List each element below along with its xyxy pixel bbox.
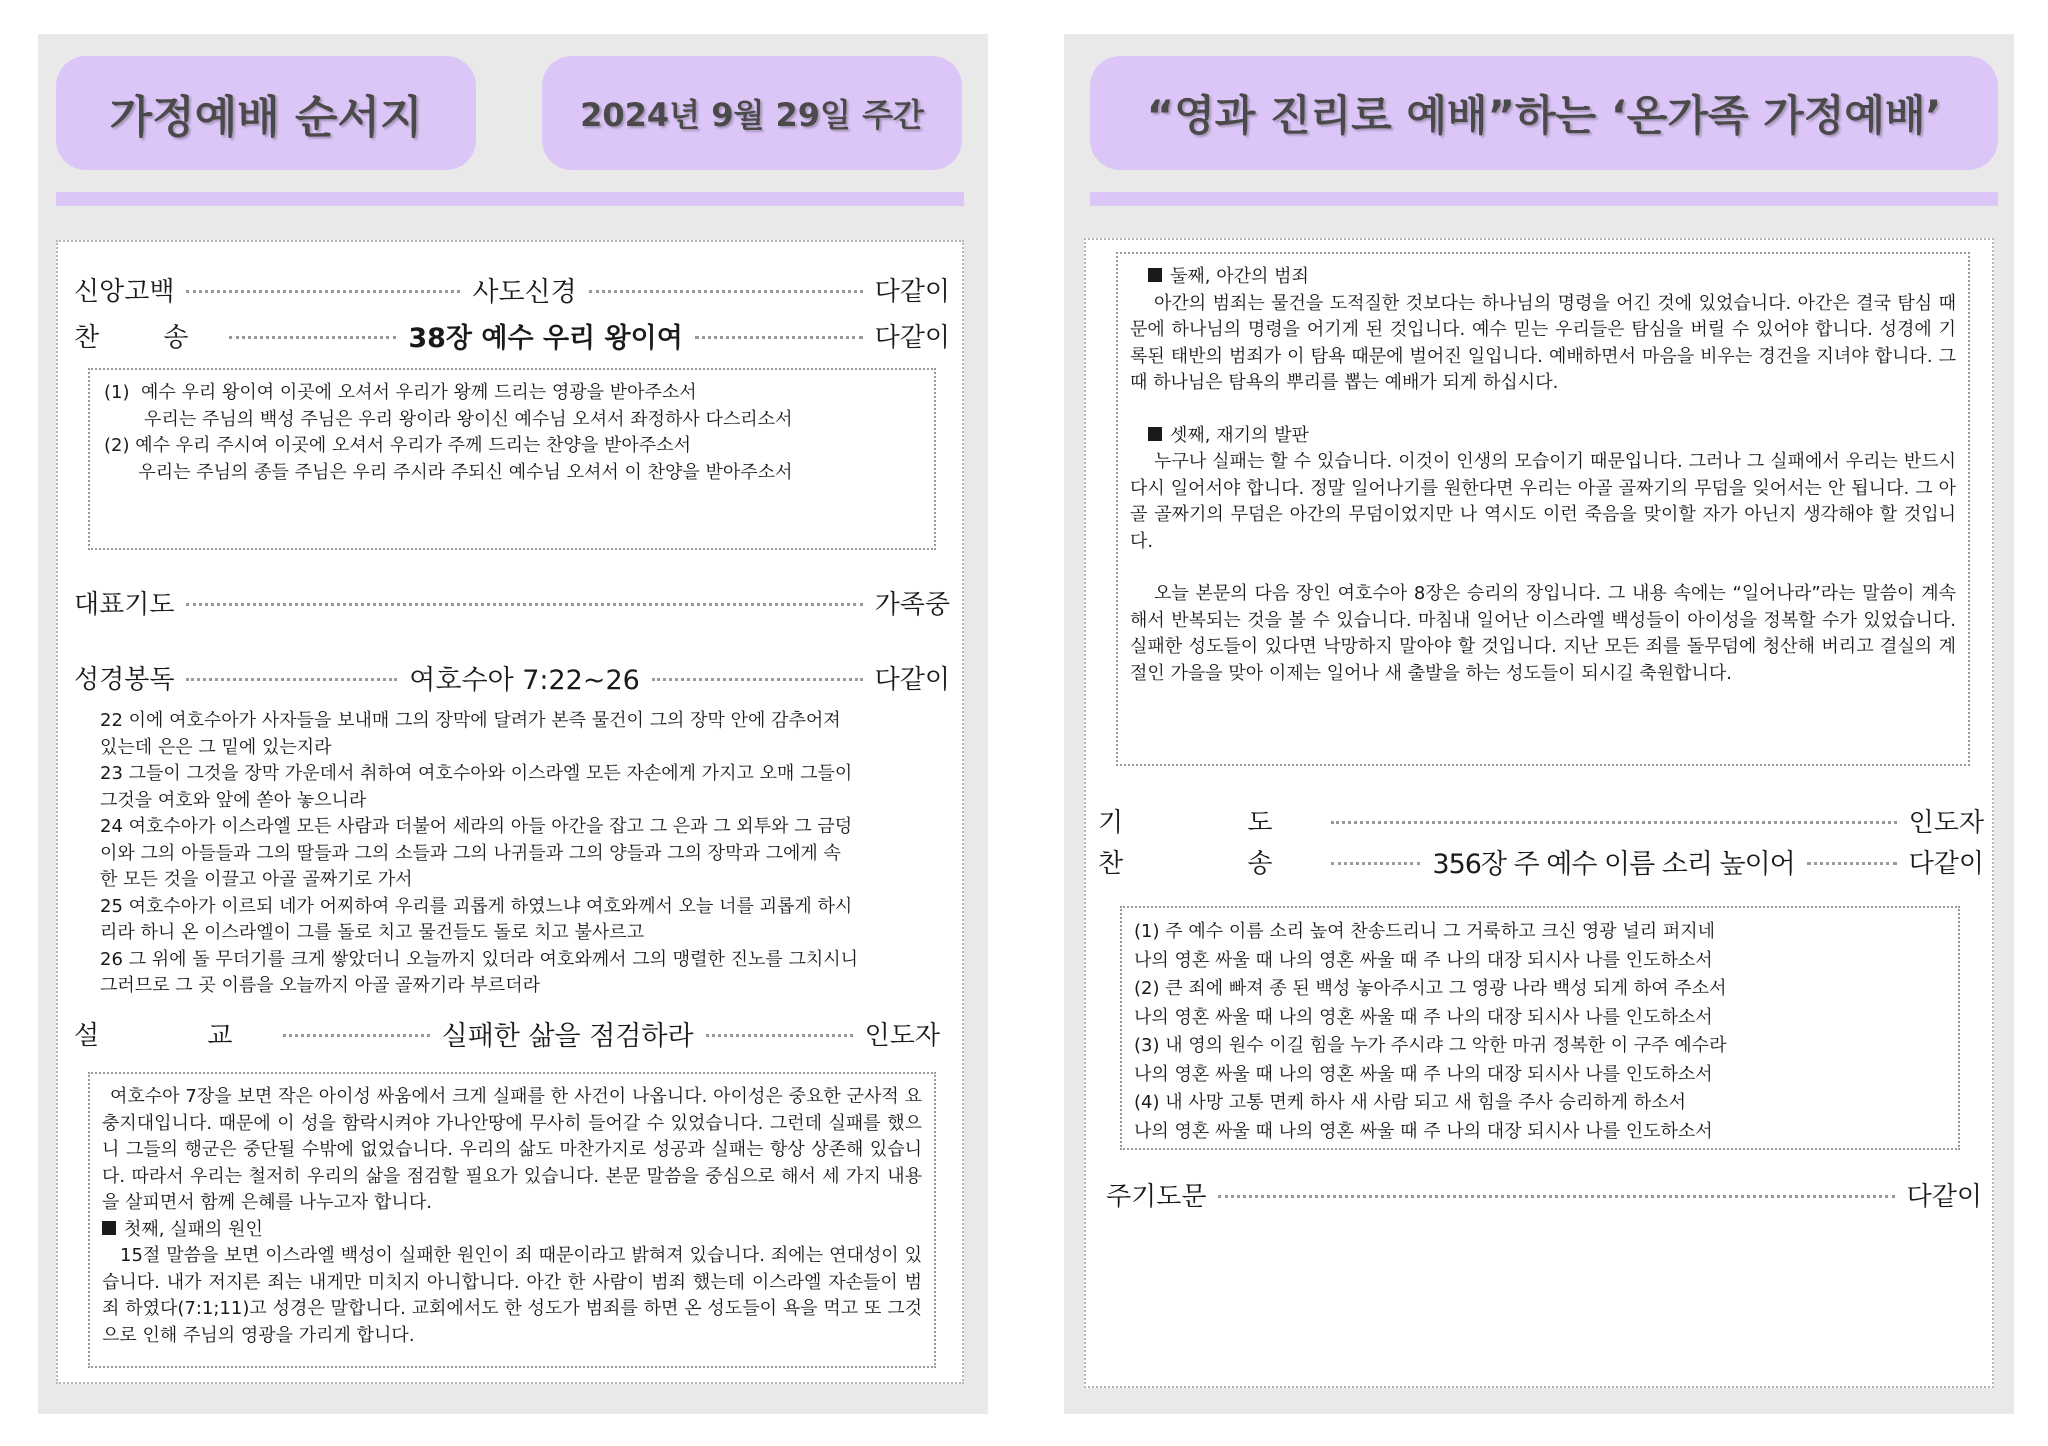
leader-dots (589, 290, 863, 293)
scripture-line: 26 그 위에 돌 무더기를 크게 쌓았더니 오늘까지 있더라 여호와께서 그의 맹렬한 진노를 그치시니 (100, 948, 859, 970)
scripture-line: 그것을 여호와 앞에 쏟아 놓으니라 (100, 789, 367, 811)
sermon-box (88, 1072, 936, 1368)
leader-dots (652, 678, 863, 681)
point3-heading-line (1130, 423, 1956, 450)
square-bullet-icon (1148, 427, 1162, 441)
scripture-line: 리라 하니 온 이스라엘이 그를 돌로 치고 물건들도 돌로 치고 불사르고 (100, 922, 645, 943)
scripture-line: 한 모든 것을 이끌고 아골 골짜기로 가서 (100, 869, 413, 890)
prayer-row (74, 584, 950, 621)
scripture-text (100, 708, 940, 1000)
order-sheet (56, 240, 964, 1384)
lyric-line: (3) 내 영의 원수 이길 힘을 누가 주시랴 그 악한 마귀 정복한 이 구주 예수라 (1134, 1035, 1727, 1056)
creed-title: 사도신경 (472, 277, 577, 308)
lords-prayer-label: 주기도문 (1106, 1182, 1207, 1212)
scripture-line: 25 여호수아가 이르되 네가 어찌하여 우리를 괴롭게 하였느냐 여호와께서 오늘 너를 괴롭게 하시 (100, 895, 853, 917)
point2-text: 아간의 범죄는 물건을 도적질한 것보다는 하나님의 명령을 어긴 것에 있었습니다. 아간은 결국 탐심 때문에 하나님의 명령을 어기게 된 것입니다. 예수 믿는 우리들은 탐심을 버릴 수 있어야 합니다. 성경에 기록된 태반의 범죄가 이 탐욕 때문에 벌어진 일입니다. 예배하면서 마음을 비우는 경건을 지녀야 합니다. 그때 하나님은 탐욕의 뿌리를 뽑는 예배가 되게 하십시다. (1130, 292, 1956, 393)
leader-dots (706, 1034, 853, 1037)
order-sheet (1084, 238, 1994, 1388)
leader-dots (1331, 862, 1421, 865)
right-page (1064, 34, 2014, 1414)
leader-dots (1218, 1195, 1894, 1198)
point1-heading: 첫째, 실패의 원인 (124, 1218, 263, 1240)
lyric-line: 우리는 주님의 종들 주님은 우리 주시라 주되신 예수님 오셔서 이 찬양을 받아주소서 (104, 461, 793, 483)
reading-row (74, 658, 950, 697)
lyric-line: 나의 영혼 싸울 때 나의 영혼 싸울 때 주 나의 대장 되시사 나를 인도하소서 (1134, 1063, 1713, 1085)
scripture-line: 있는데 은은 그 밑에 있는지라 (100, 736, 332, 758)
sermon-intro: 여호수아 7장을 보면 작은 아이성 싸움에서 크게 실패를 한 사건이 나옵니다. 아이성은 중요한 군사적 요충지대입니다. 때문에 이 성을 함락시켜야 가나안땅에 무사히 들어갈 수 있었습니다. 그런데 실패를 했으니 그들의 행군은 중단될 수밖에 없었습니다. 우리의 삶도 마찬가지로 성공과 실패는 항상 상존해 있습니다. 따라서 우리는 철저히 우리의 삶을 점검할 필요가 있습니다. 본문 말씀을 중심으로 해서 세 가지 내용을 살피면서 함께 은혜를 나누고자 합니다. (102, 1086, 922, 1213)
hymn2-title: 356장 주 예수 이름 소리 높이어 (1432, 849, 1795, 880)
conclusion-text: 오늘 본문의 다음 장인 여호수아 8장은 승리의 장입니다. 그 내용 속에는 “일어나라”라는 말씀이 계속해서 반복되는 것을 볼 수 있습니다. 마침내 일어난 이스라엘 백성들이 아이성을 정복할 수가 있었습니다. 실패한 성도들이 있다면 낙망하지 말아야 할 것입니다. 지난 모든 죄를 돌무덤에 청산해 버리고 결실의 계절인 가을을 맞아 이제는 일어나 새 출발을 하는 성도들이 되시길 축원합니다. (1130, 583, 1956, 684)
lyric-line: (1) 주 예수 이름 소리 높여 찬송드리니 그 거룩하고 크신 영광 널리 퍼지네 (1134, 921, 1716, 942)
leader-dots (283, 1034, 430, 1037)
lyric-line: (2) 큰 죄에 빠져 종 된 백성 놓아주시고 그 영광 나라 백성 되게 하여 주소서 (1134, 978, 1727, 999)
square-bullet-icon (1148, 268, 1162, 282)
sermon-row (74, 1014, 940, 1053)
sermon-title: 실패한 삶을 점검하라 (441, 1021, 694, 1052)
scripture-line: 이와 그의 아들들과 그의 딸들과 그의 소들과 그의 나귀들과 그의 양들과 그의 장막과 그에게 속 (100, 842, 841, 864)
point2-heading: 둘째, 아간의 범죄 (1170, 266, 1309, 287)
hymn-who: 다같이 (874, 323, 951, 353)
leader-dots (1331, 821, 1897, 824)
bulletin-date: 2024년 9월 29일 주간 (542, 56, 962, 170)
leader-dots (186, 603, 862, 606)
hymn-title: 38장 예수 우리 왕이여 (408, 323, 683, 354)
creed-row (74, 270, 950, 309)
square-bullet-icon (102, 1221, 116, 1235)
point2-heading-line (1130, 264, 1956, 291)
lyric-line: (2) 예수 우리 주시여 이곳에 오셔서 우리가 주께 드리는 찬양을 받아주소서 (104, 435, 691, 456)
sermon-who: 인도자 (864, 1021, 941, 1051)
point1-heading-line (102, 1217, 922, 1244)
leader-dots (1807, 862, 1897, 865)
hymn2-lyrics-box (1120, 906, 1960, 1150)
leader-dots (186, 678, 397, 681)
sermon-continued-box (1116, 252, 1970, 766)
prayer-label: 대표기도 (74, 590, 175, 620)
lyric-line: 나의 영혼 싸울 때 나의 영혼 싸울 때 주 나의 대장 되시사 나를 인도하소서 (1134, 949, 1713, 971)
scripture-line: 24 여호수아가 이스라엘 모든 사람과 더불어 세라의 아들 아간을 잡고 그 은과 그 외투와 그 금덩 (100, 816, 853, 837)
lyric-line: 우리는 주님의 백성 주님은 우리 왕이라 왕이신 예수님 오셔서 좌정하사 다스리소서 (104, 408, 793, 430)
pray-label: 기 도 (1098, 808, 1331, 838)
accent-strip (56, 192, 964, 206)
hymn2-label: 찬 송 (1098, 849, 1331, 879)
accent-strip (1090, 192, 1998, 206)
left-page (38, 34, 988, 1414)
hymn-row (74, 316, 950, 355)
creed-label: 신앙고백 (74, 277, 175, 307)
reading-label: 성경봉독 (74, 665, 175, 695)
scripture-line: 23 그들이 그것을 장막 가운데서 취하여 여호수아와 이스라엘 모든 자손에게 가지고 오매 그들이 (100, 763, 853, 784)
reading-who: 다같이 (874, 665, 951, 695)
creed-who: 다같이 (874, 277, 950, 307)
sermon-label: 설 교 (74, 1021, 283, 1051)
worship-banner: “영과 진리로 예배”하는 ‘온가족 가정예배’ (1090, 56, 1998, 170)
lyric-line: (1) 예수 우리 왕이여 이곳에 오셔서 우리가 왕께 드리는 영광을 받아주소서 (104, 382, 697, 403)
hymn-label: 찬 송 (74, 323, 217, 353)
prayer-who: 가족중 (874, 590, 950, 620)
scripture-line: 그러므로 그 곳 이름을 오늘까지 아골 골짜기라 부르더라 (100, 975, 540, 996)
scripture-line: 22 이에 여호수아가 사자들을 보내매 그의 장막에 달려가 본즉 물건이 그의 장막 안에 감추어져 (100, 710, 841, 731)
lyric-line: 나의 영혼 싸울 때 나의 영혼 싸울 때 주 나의 대장 되시사 나를 인도하소서 (1134, 1006, 1713, 1028)
hymn2-who: 다같이 (1908, 849, 1984, 879)
bulletin-title: 가정예배 순서지 (56, 56, 476, 170)
point3-heading: 셋째, 재기의 발판 (1170, 424, 1309, 446)
lyric-line: 나의 영혼 싸울 때 나의 영혼 싸울 때 주 나의 대장 되시사 나를 인도하소서 (1134, 1120, 1713, 1142)
leader-dots (695, 336, 863, 339)
reading-title: 여호수아 7:22~26 (409, 665, 640, 696)
pray-row (1098, 802, 1984, 839)
lords-prayer-row (1106, 1176, 1982, 1213)
hymn-lyrics-box (88, 368, 936, 550)
hymn2-row (1098, 842, 1984, 881)
lyric-line: (4) 내 사망 고통 면케 하사 새 사람 되고 새 힘을 주사 승리하게 하소서 (1134, 1092, 1686, 1113)
pray-who: 인도자 (1908, 808, 1984, 838)
leader-dots (186, 290, 460, 293)
lords-prayer-who: 다같이 (1906, 1182, 1982, 1212)
leader-dots (229, 336, 397, 339)
point1-text: 15절 말씀을 보면 이스라엘 백성이 실패한 원인이 죄 때문이라고 밝혀져 있습니다. 죄에는 연대성이 있습니다. 내가 저지른 죄는 내게만 미치지 아니합니다. 아간 한 사람이 범죄 했는데 이스라엘 자손들이 범죄 하였다(7:1;11)고 성경은 말합니다. 교회에서도 한 성도가 범죄를 하면 온 성도들이 욕을 먹고 또 그것으로 인해 주님의 영광을 가리게 합니다. (102, 1245, 922, 1346)
point3-text: 누구나 실패는 할 수 있습니다. 이것이 인생의 모습이기 때문입니다. 그러나 그 실패에서 우리는 반드시 다시 일어서야 합니다. 정말 일어나기를 원한다면 우리는 아골 골짜기의 무덤을 잊어서는 안 됩니다. 그 아골 골짜기의 무덤은 아간의 무덤이었지만 나 역시도 이런 죽음을 맞이할 자가 아닌지 생각해야 할 것입니다. (1130, 451, 1956, 552)
